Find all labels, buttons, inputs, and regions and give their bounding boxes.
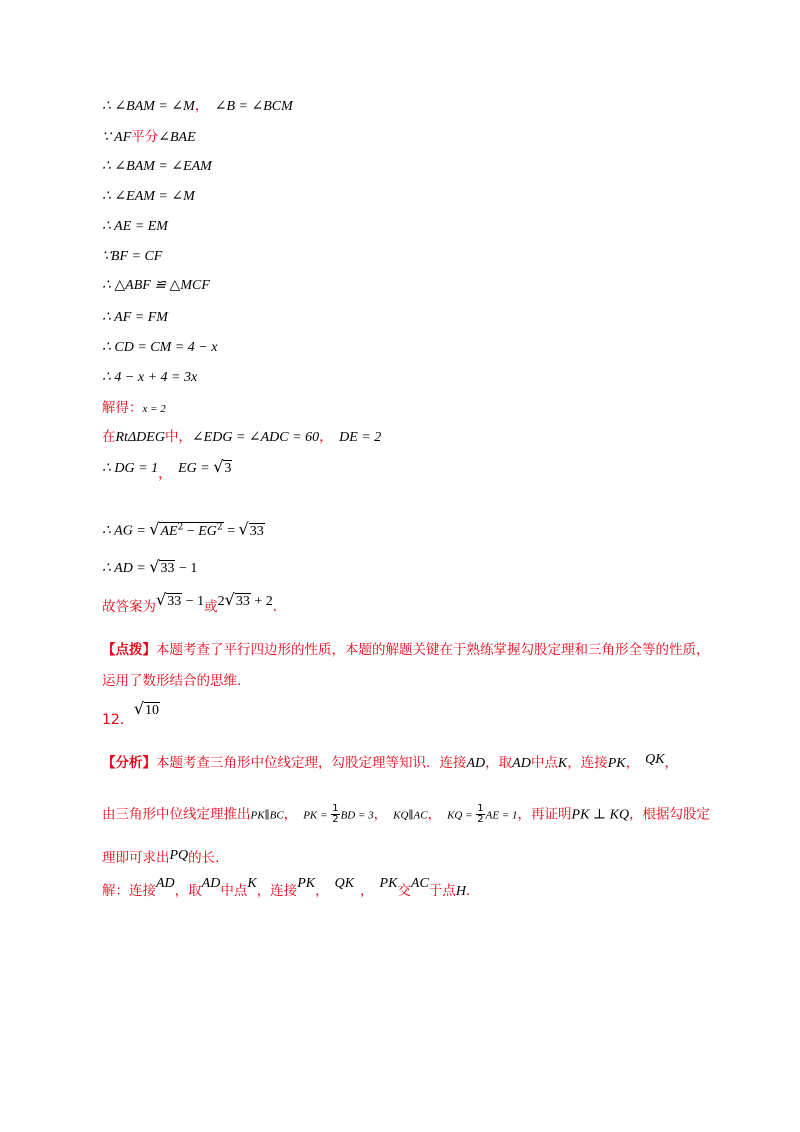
math-expr: ∴ ∠BAM = ∠M (102, 99, 195, 114)
proof-line-13 (102, 457, 232, 482)
analysis-text: ， (283, 806, 298, 823)
fraction-denominator: 2 (332, 814, 339, 825)
analysis-text: 的长. (188, 850, 220, 866)
radicand: 33 (249, 523, 264, 539)
math-expr: AE = 1 (485, 809, 518, 822)
comment-text: 本题考查了平行四边形的性质，本题的解题关键在于熟练掌握勾股定理和三角形全等的性质， (156, 642, 710, 658)
analysis-text: ， (427, 806, 442, 823)
comment-line-1 (102, 641, 710, 659)
analysis-text: ，根据勾股定 (629, 806, 711, 823)
fraction-numerator: 1 (477, 803, 484, 814)
math-expr: K (247, 876, 257, 891)
analysis-text: 理即可求出 (102, 850, 170, 866)
solution-text: 交 (397, 883, 411, 899)
sqrt-sign: √ (224, 590, 235, 609)
math-expr: PK ⊥ KQ (571, 807, 630, 823)
math-expr: PK (607, 756, 626, 771)
operator: = (223, 523, 239, 539)
analysis-tag: 【分析】 (102, 755, 156, 771)
proof-line-5: ∴ AE = EM (102, 219, 168, 234)
math-expr: AC (410, 876, 429, 891)
solution-text: 于点 (428, 883, 456, 899)
solution-text: . (465, 883, 471, 899)
fraction-denominator: 2 (477, 814, 484, 825)
fraction-half (476, 804, 484, 825)
solution-text: ， (360, 883, 374, 899)
math-expr: PK (297, 876, 316, 891)
separator: ， (158, 466, 173, 482)
math-expr: 2 (217, 594, 225, 609)
fraction-numerator: 1 (332, 803, 339, 814)
analysis-line-2 (102, 804, 710, 825)
proof-line-11 (102, 399, 166, 418)
proof-line-10: ∴ 4 − x + 4 = 3x (102, 370, 198, 385)
text-label: 平分 (131, 129, 159, 145)
math-expr: x = 2 (142, 403, 166, 415)
math-expr: K (557, 756, 568, 771)
exponent: 2 (216, 522, 223, 532)
analysis-text: ，取 (485, 755, 513, 771)
math-expr: ∠BAE (158, 130, 196, 145)
radicand: 3 (224, 461, 232, 476)
separator: ， (319, 429, 334, 445)
radicand: 10 (145, 703, 160, 718)
sqrt-sign: √ (238, 519, 249, 539)
solution-text: ，连接 (256, 883, 298, 899)
math-expr: AD (156, 876, 175, 891)
math-expr: H (455, 884, 466, 899)
comment-line-2: 运用了数形结合的思维. (102, 673, 242, 689)
proof-line-4: ∴ ∠EAM = ∠M (102, 189, 195, 204)
radicand: EG (198, 523, 217, 539)
math-expr: ∴ AD = (102, 561, 150, 576)
math-expr: KQ∥AC (393, 809, 428, 822)
proof-line-7: ∴ △ABF ≌ △MCF (102, 278, 210, 293)
sqrt-sign: √ (213, 457, 224, 476)
separator: ， (194, 98, 209, 114)
math-expr: PK (379, 876, 398, 891)
analysis-text: ， (664, 755, 679, 771)
analysis-text: 中点 (530, 755, 558, 771)
text-label: 中， (164, 429, 192, 445)
solution-text: ， (315, 883, 329, 899)
proof-line-6: ∵BF = CF (102, 249, 163, 264)
question-number: 12． (102, 712, 134, 728)
math-expr: PK = (303, 809, 331, 822)
radicand: 33 (167, 594, 182, 609)
sqrt-sign: √ (133, 699, 145, 718)
analysis-text: 由三角形中位线定理推出 (102, 806, 251, 823)
sqrt-sign: √ (149, 557, 160, 576)
text-label: 在 (102, 429, 116, 445)
comment-tag: 【点拨】 (102, 642, 156, 658)
analysis-text: 本题考查三角形中位线定理，勾股定理等知识．连接 (156, 755, 467, 771)
answer-line (102, 590, 287, 615)
text-label: 或 (204, 599, 218, 615)
proof-line-8: ∴ AF = FM (102, 310, 168, 325)
sqrt-sign: √ (156, 590, 167, 609)
solution-text: 中点 (220, 883, 248, 899)
math-expr: − 1 (182, 594, 205, 609)
proof-line-9: ∴ CD = CM = 4 − x (102, 340, 218, 355)
math-expr: AD (201, 876, 221, 891)
solution-line (102, 876, 471, 901)
radicand: 33 (160, 561, 175, 576)
solution-text: ，取 (174, 883, 202, 899)
math-expr: ∵ AF (102, 130, 132, 145)
analysis-text: ，连接 (567, 755, 608, 771)
math-expr: BD = 3 (340, 809, 374, 822)
solution-text: 解：连接 (102, 883, 156, 899)
math-expr: RtΔDEG (115, 430, 165, 445)
math-expr: ∴ AG = (102, 523, 150, 539)
math-expr: ∠B = ∠BCM (214, 99, 293, 114)
proof-line-12 (102, 428, 381, 447)
text-label: 解得： (102, 400, 143, 416)
text-label: 故答案为 (102, 599, 156, 615)
proof-line-1 (102, 97, 293, 116)
analysis-text: ，再证明 (517, 806, 572, 823)
math-expr: DE = 2 (339, 430, 382, 445)
analysis-line-3 (102, 849, 219, 868)
radicand: 33 (235, 594, 250, 609)
math-expr: ∴ DG = 1 (102, 461, 159, 476)
math-expr: + 2 (250, 594, 273, 609)
analysis-text: ， (373, 806, 388, 823)
math-expr: KQ = (447, 809, 476, 822)
math-expr: PK∥BC (250, 809, 284, 822)
separator: ． (272, 599, 287, 615)
question-12 (102, 699, 160, 728)
proof-line-14 (102, 518, 265, 541)
math-expr: ∠EDG = ∠ADC = 60 (191, 430, 320, 445)
math-expr: AD (466, 756, 486, 771)
analysis-text: ， (625, 755, 640, 771)
math-expr: QK (334, 876, 355, 891)
radicand: AE (160, 523, 178, 539)
math-expr: PQ (169, 848, 189, 863)
math-expr: − 1 (175, 561, 198, 576)
exponent: 2 (177, 522, 184, 532)
proof-line-15 (102, 558, 197, 578)
math-expr: AD (512, 756, 531, 771)
sqrt-sign: √ (149, 519, 160, 539)
math-expr: QK (645, 752, 665, 767)
operator: − (183, 523, 199, 539)
proof-line-3: ∴ ∠BAM = ∠EAM (102, 159, 212, 174)
math-expr: EG = (178, 461, 214, 476)
analysis-line-1 (102, 754, 678, 773)
fraction-half (331, 804, 339, 825)
proof-line-2 (102, 128, 196, 147)
